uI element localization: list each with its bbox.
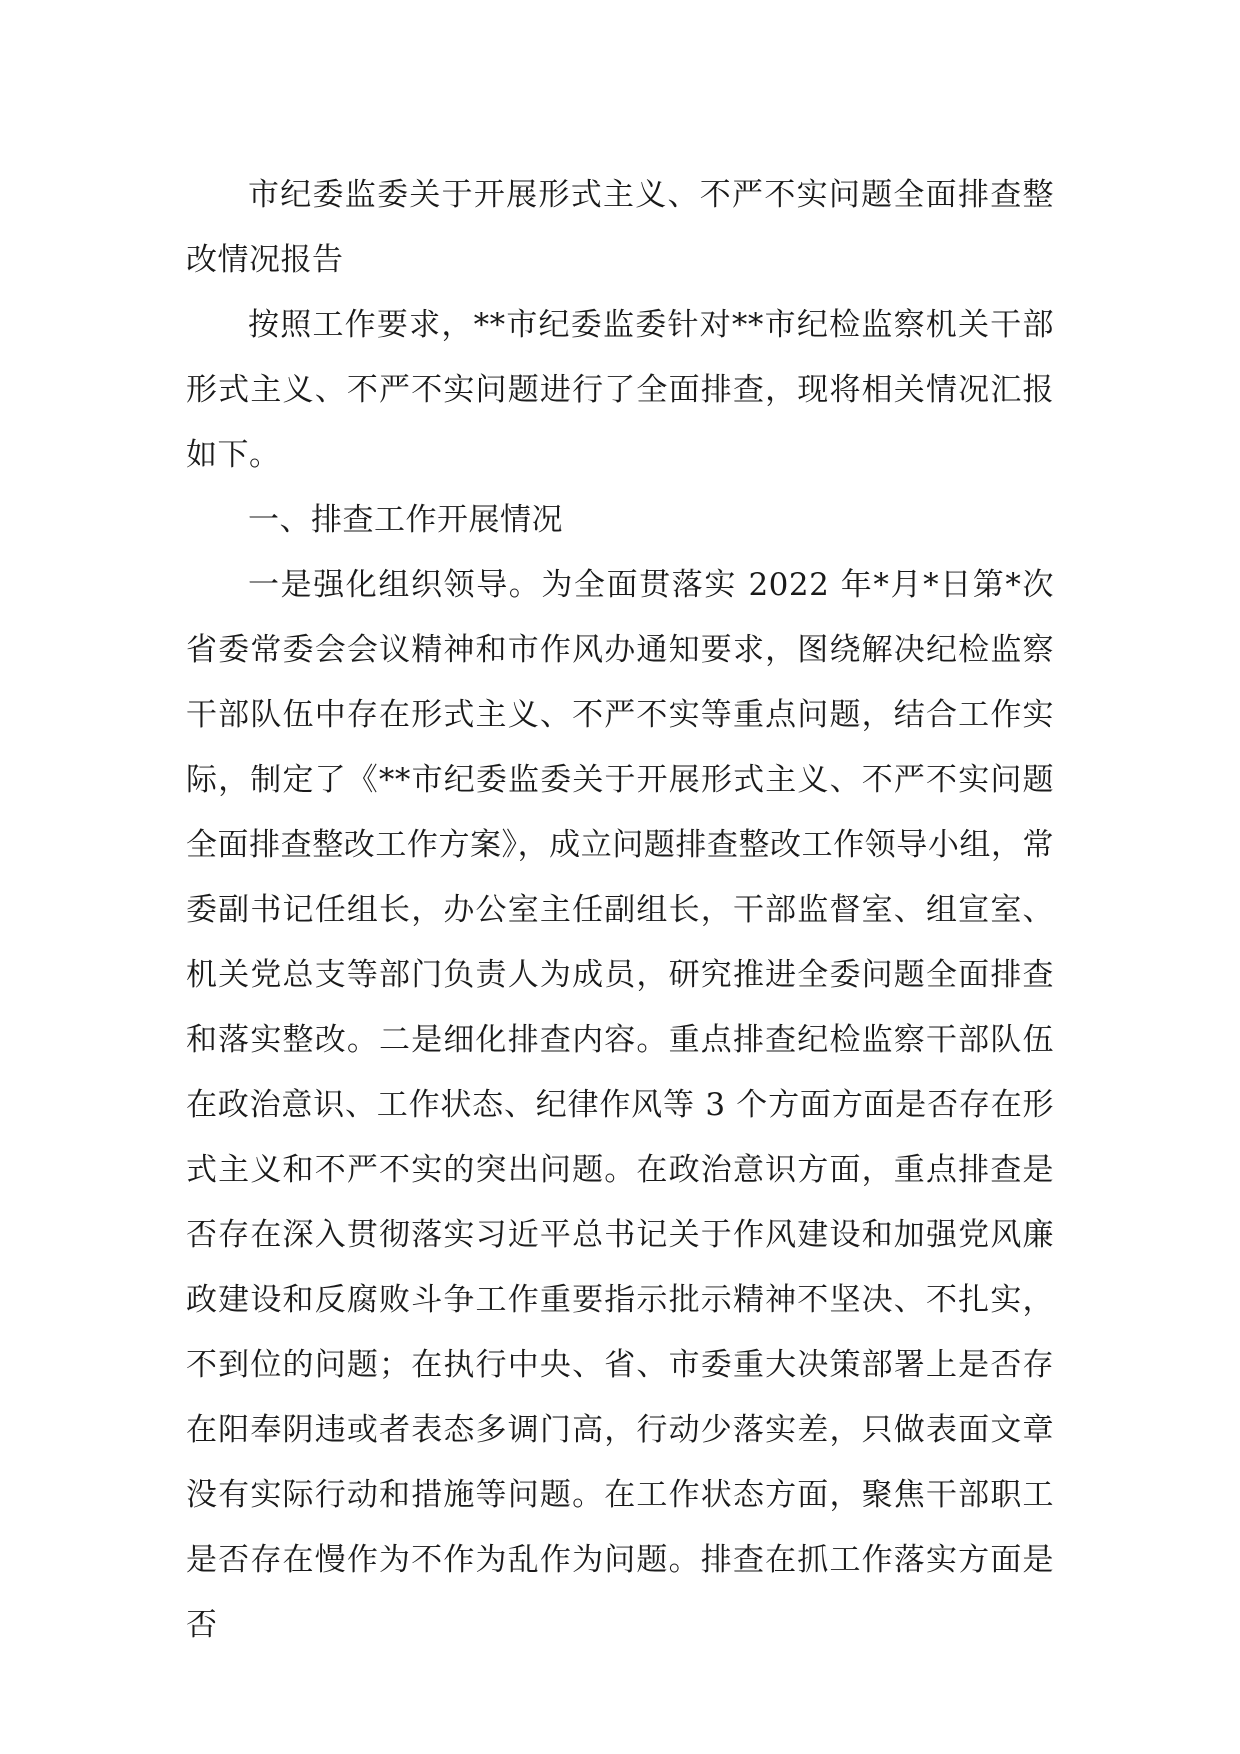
document-title: 市纪委监委关于开展形式主义、不严不实问题全面排查整改情况报告 bbox=[186, 177, 1054, 278]
intro-paragraph: 按照工作要求，**市纪委监委针对**市纪检监察机关干部形式主义、不严不实问题进行了全面排查，现将相关情况汇报如下。 bbox=[186, 307, 1054, 473]
section-heading: 一、排查工作开展情况 bbox=[248, 502, 563, 538]
document-body bbox=[186, 163, 1054, 1658]
body-paragraph: 一是强化组织领导。为全面贯落实 2022 年*月*日第*次省委常委会会议精神和市作风办通知要求，图绕解决纪检监察干部队伍中存在形式主义、不严不实等重点问题，结合工作实际，制定了《**市纪委监委关于开展形式主义、不严不实问题全面排查整改工作方案》，成立问题排查整改工作领导小组，常委副书记任组长，办公室主任副组长，干部监督室、组宣室、机关党总支等部门负责人为成员，研究推进全委问题全面排查和落实整改。二是细化排查内容。重点排查纪检监察干部队伍在政治意识、工作状态、纪律作风等 3 个方面方面是否存在形式主义和不严不实的突出问题。在政治意识方面，重点排查是否存在深入贯彻落实习近平总书记关于作风建设和加强党风廉政建设和反腐败斗争工作重要指示批示精神不坚决、不扎实，不到位的问题；在执行中央、省、市委重大决策部署上是否存在阳奉阴违或者表态多调门高，行动少落实差，只做表面文章没有实际行动和措施等问题。在工作状态方面，聚焦干部职工是否存在慢作为不作为乱作为问题。排查在抓工作落实方面是否 bbox=[186, 567, 1054, 1643]
